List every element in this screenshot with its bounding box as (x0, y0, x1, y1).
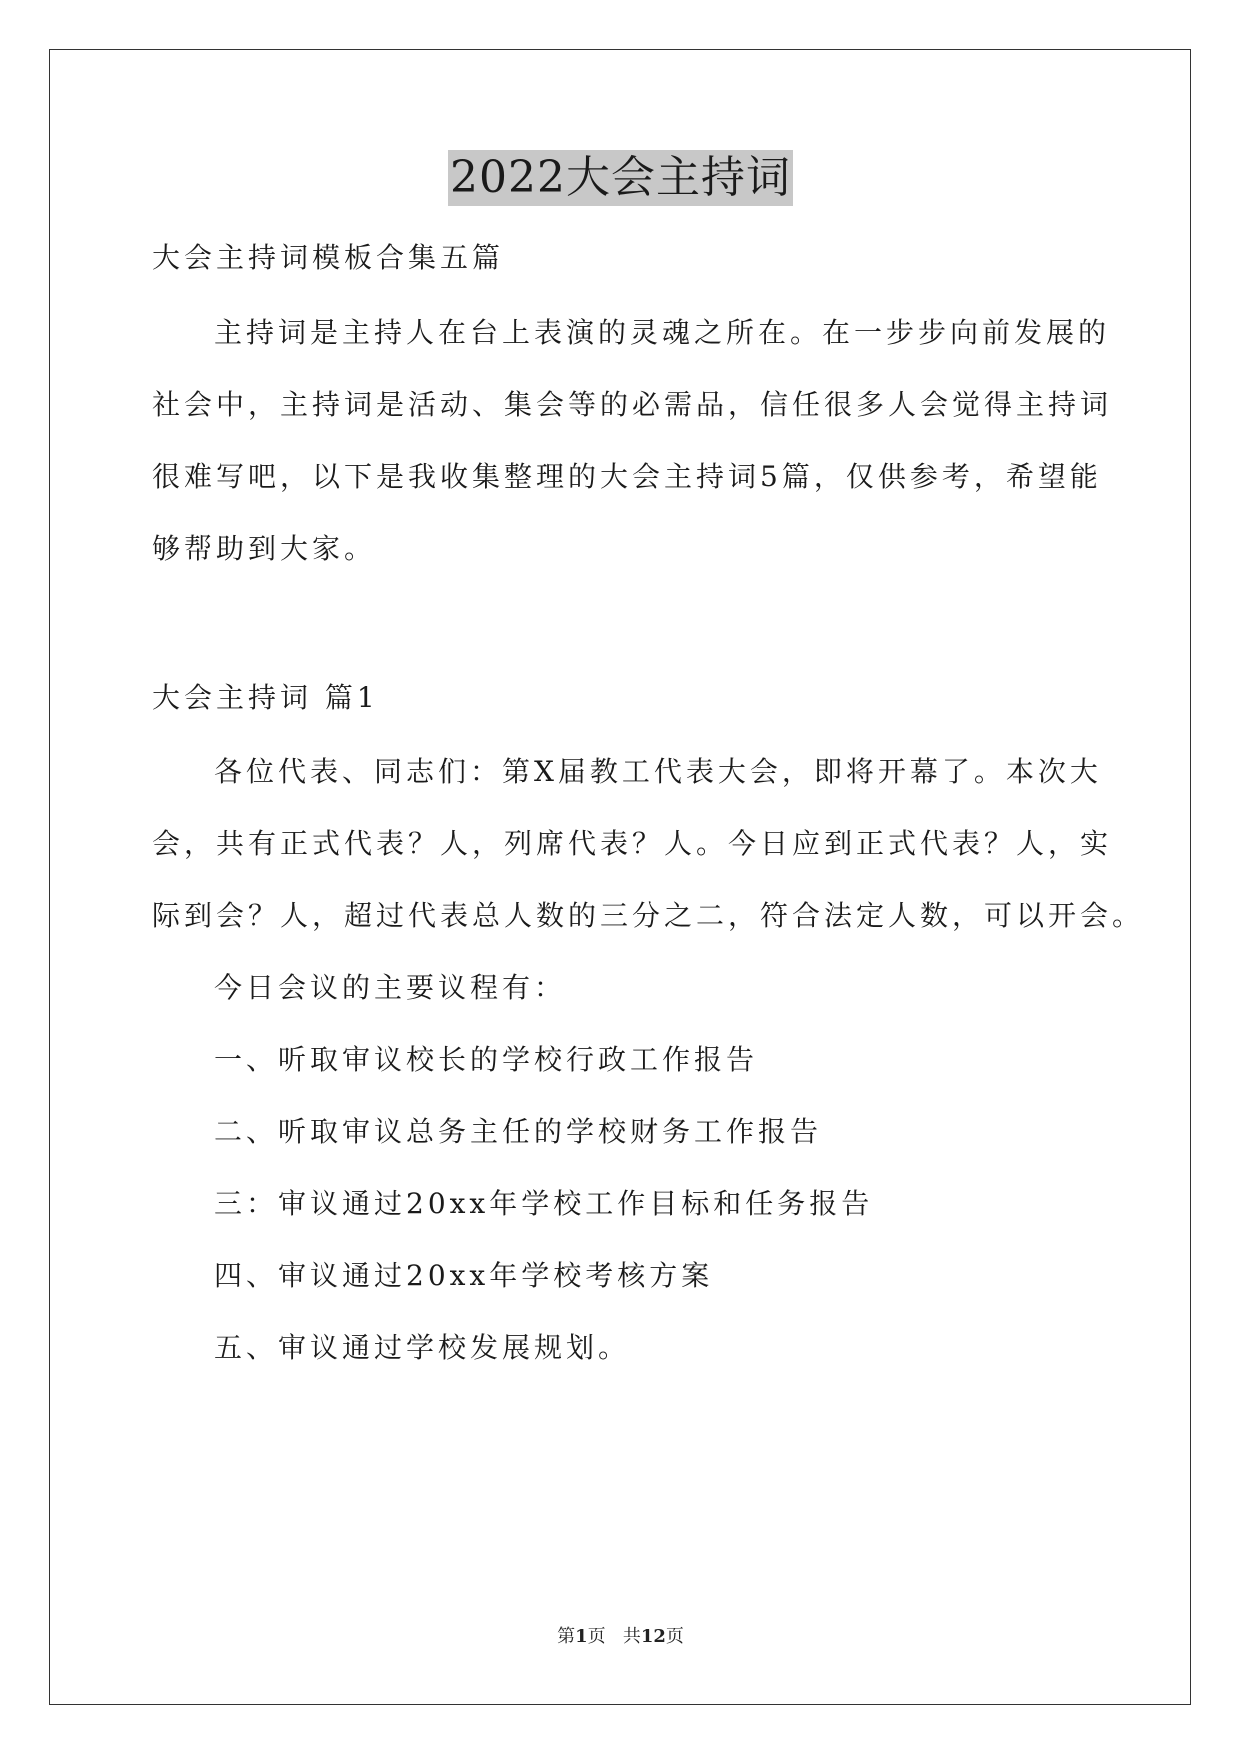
agenda-item-1: 一、听取审议校长的学校行政工作报告 (214, 1043, 759, 1076)
document-title: 2022大会主持词 (448, 150, 793, 206)
page-prefix: 第 (557, 1626, 576, 1647)
title-container (0, 150, 1241, 206)
agenda-item-2: 二、听取审议总务主任的学校财务工作报告 (214, 1115, 823, 1148)
agenda-item-4: 四、审议通过20xx年学校考核方案 (214, 1259, 714, 1292)
page-footer (0, 1625, 1241, 1649)
intro-line-2: 社会中，主持词是活动、集会等的必需品，信任很多人会觉得主持词 (152, 388, 1113, 421)
body-line-1: 各位代表、同志们：第X届教工代表大会，即将开幕了。本次大 (214, 755, 1102, 788)
page-number: 1 (575, 1626, 588, 1647)
total-prefix: 共 (622, 1626, 641, 1647)
body-line-3: 际到会？人，超过代表总人数的三分之二，符合法定人数，可以开会。 (152, 899, 1145, 932)
intro-line-3: 很难写吧，以下是我收集整理的大会主持词5篇，仅供参考，希望能 (152, 460, 1102, 493)
agenda-item-3: 三：审议通过20xx年学校工作目标和任务报告 (214, 1187, 874, 1220)
section-heading: 大会主持词 篇1 (152, 681, 379, 714)
intro-line-1: 主持词是主持人在台上表演的灵魂之所在。在一步步向前发展的 (214, 316, 1111, 349)
agenda-item-5: 五、审议通过学校发展规划。 (214, 1331, 631, 1364)
page-frame (49, 49, 1191, 1705)
agenda-intro: 今日会议的主要议程有： (214, 971, 567, 1004)
intro-line-4: 够帮助到大家。 (152, 532, 377, 565)
body-line-2: 会，共有正式代表？人，列席代表？人。今日应到正式代表？人，实 (152, 827, 1113, 860)
total-suffix: 页 (665, 1626, 684, 1647)
total-pages: 12 (640, 1626, 666, 1647)
intro-heading: 大会主持词模板合集五篇 (152, 241, 505, 274)
page-suffix: 页 (587, 1626, 606, 1647)
